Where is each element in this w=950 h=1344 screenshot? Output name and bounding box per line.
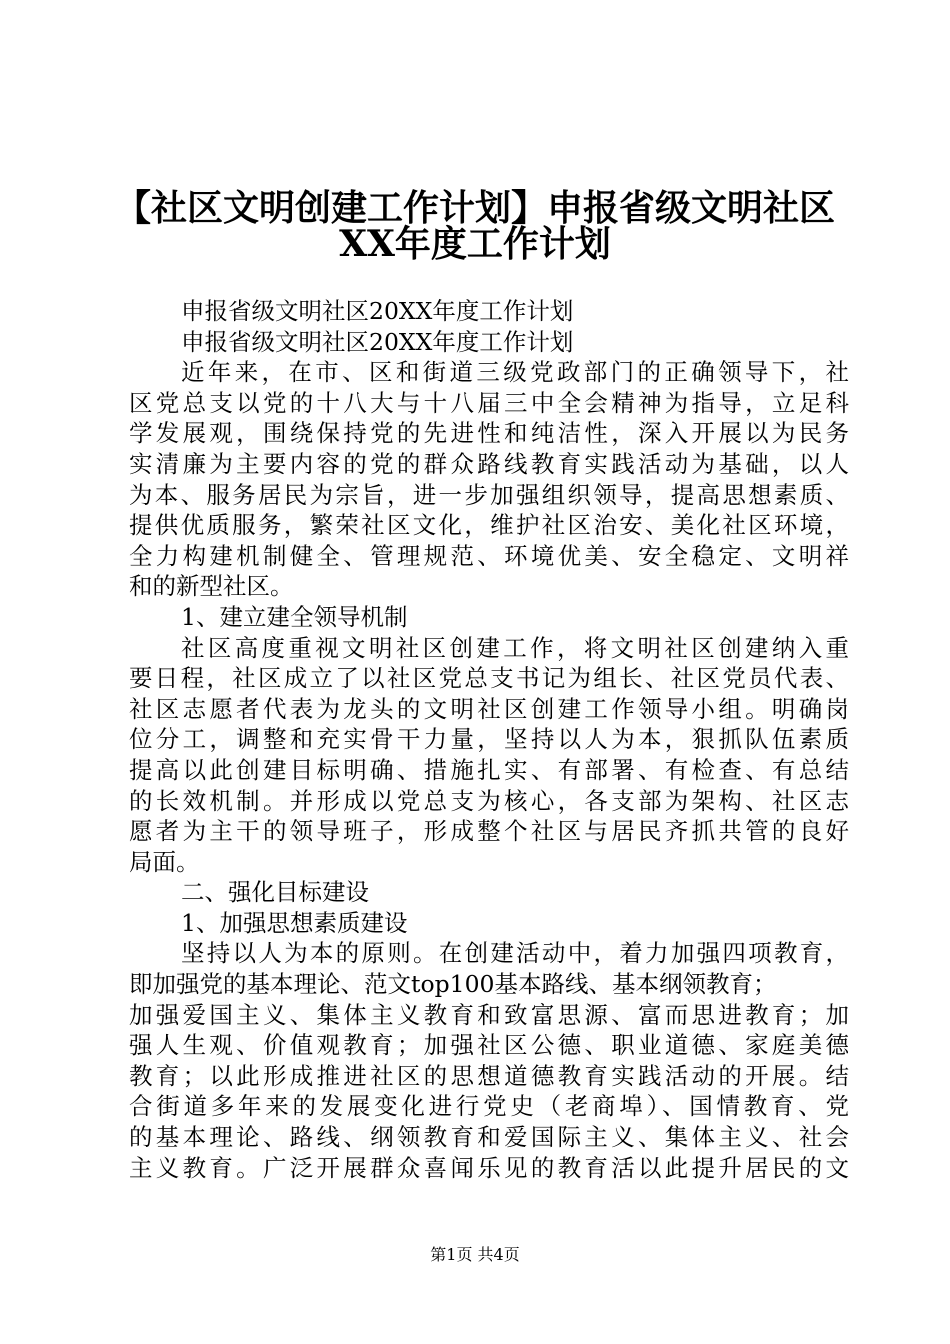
paragraph-line: 教育；以此形成推进社区的思想道德教育实践活动的开展。结	[129, 1061, 849, 1090]
section-heading: 1、加强思想素质建设	[181, 908, 408, 937]
paragraph-line: 提高以此创建目标明确、措施扎实、有部署、有检查、有总结	[129, 755, 849, 784]
paragraph-line: 主义教育。广泛开展群众喜闻乐见的教育活以此提升居民的文	[129, 1153, 849, 1182]
paragraph-line: 学发展观，围绕保持党的先进性和纯洁性，深入开展以为民务	[129, 419, 849, 448]
paragraph-line: 加强爱国主义、集体主义教育和致富思源、富而思进教育；加	[129, 1000, 849, 1029]
paragraph-line: 实清廉为主要内容的党的群众路线教育实践活动为基础，以人	[129, 449, 849, 478]
subtitle-line: 申报省级文明社区20XX年度工作计划	[181, 327, 574, 356]
paragraph-line: 合街道多年来的发展变化进行党史（老商埠）、国情教育、党	[129, 1092, 849, 1121]
paragraph-line: 的基本理论、路线、纲领教育和爱国际主义、集体主义、社会	[129, 1123, 849, 1152]
paragraph-line: 局面。	[129, 847, 200, 876]
section-heading: 1、建立建全领导机制	[181, 602, 408, 631]
paragraph-line: 和的新型社区。	[129, 572, 294, 601]
document-body	[129, 296, 849, 1183]
paragraph-line: 全力构建机制健全、管理规范、环境优美、安全稳定、文明祥	[129, 541, 849, 570]
paragraph-line: 提供优质服务，繁荣社区文化，维护社区治安、美化社区环境，	[129, 511, 849, 540]
paragraph-line: 社区志愿者代表为龙头的文明社区创建工作领导小组。明确岗	[129, 694, 849, 723]
paragraph-line: 坚持以人为本的原则。在创建活动中，着力加强四项教育，	[181, 939, 849, 968]
paragraph-line: 愿者为主干的领导班子，形成整个社区与居民齐抓共管的良好	[129, 817, 849, 846]
paragraph-line: 位分工，调整和充实骨干力量，坚持以人为本，狠抓队伍素质	[129, 725, 849, 754]
paragraph-line: 为本、服务居民为宗旨，进一步加强组织领导，提高思想素质、	[129, 480, 849, 509]
document-title-line-1: 【社区文明创建工作计划】申报省级文明社区	[114, 187, 835, 229]
paragraph-line: 区党总支以党的十八大与十八届三中全会精神为指导，立足科	[129, 388, 849, 417]
paragraph-line: 要日程，社区成立了以社区党总支书记为组长、社区党员代表、	[129, 664, 849, 693]
document-title-line-2: XX年度工作计划	[339, 223, 611, 265]
paragraph-line: 强人生观、价值观教育；加强社区公德、职业道德、家庭美德	[129, 1031, 849, 1060]
paragraph-line: 即加强党的基本理论、范文top100基本路线、基本纲领教育；	[129, 970, 777, 999]
paragraph-line: 近年来，在市、区和街道三级党政部门的正确领导下，社	[181, 358, 849, 387]
page-footer: 第1页 共4页	[430, 1245, 520, 1264]
paragraph-line: 社区高度重视文明社区创建工作，将文明社区创建纳入重	[181, 633, 849, 662]
section-heading: 二、强化目标建设	[181, 878, 369, 907]
subtitle-line: 申报省级文明社区20XX年度工作计划	[181, 297, 574, 325]
paragraph-line: 的长效机制。并形成以党总支为核心，各支部为架构、社区志	[129, 786, 849, 815]
